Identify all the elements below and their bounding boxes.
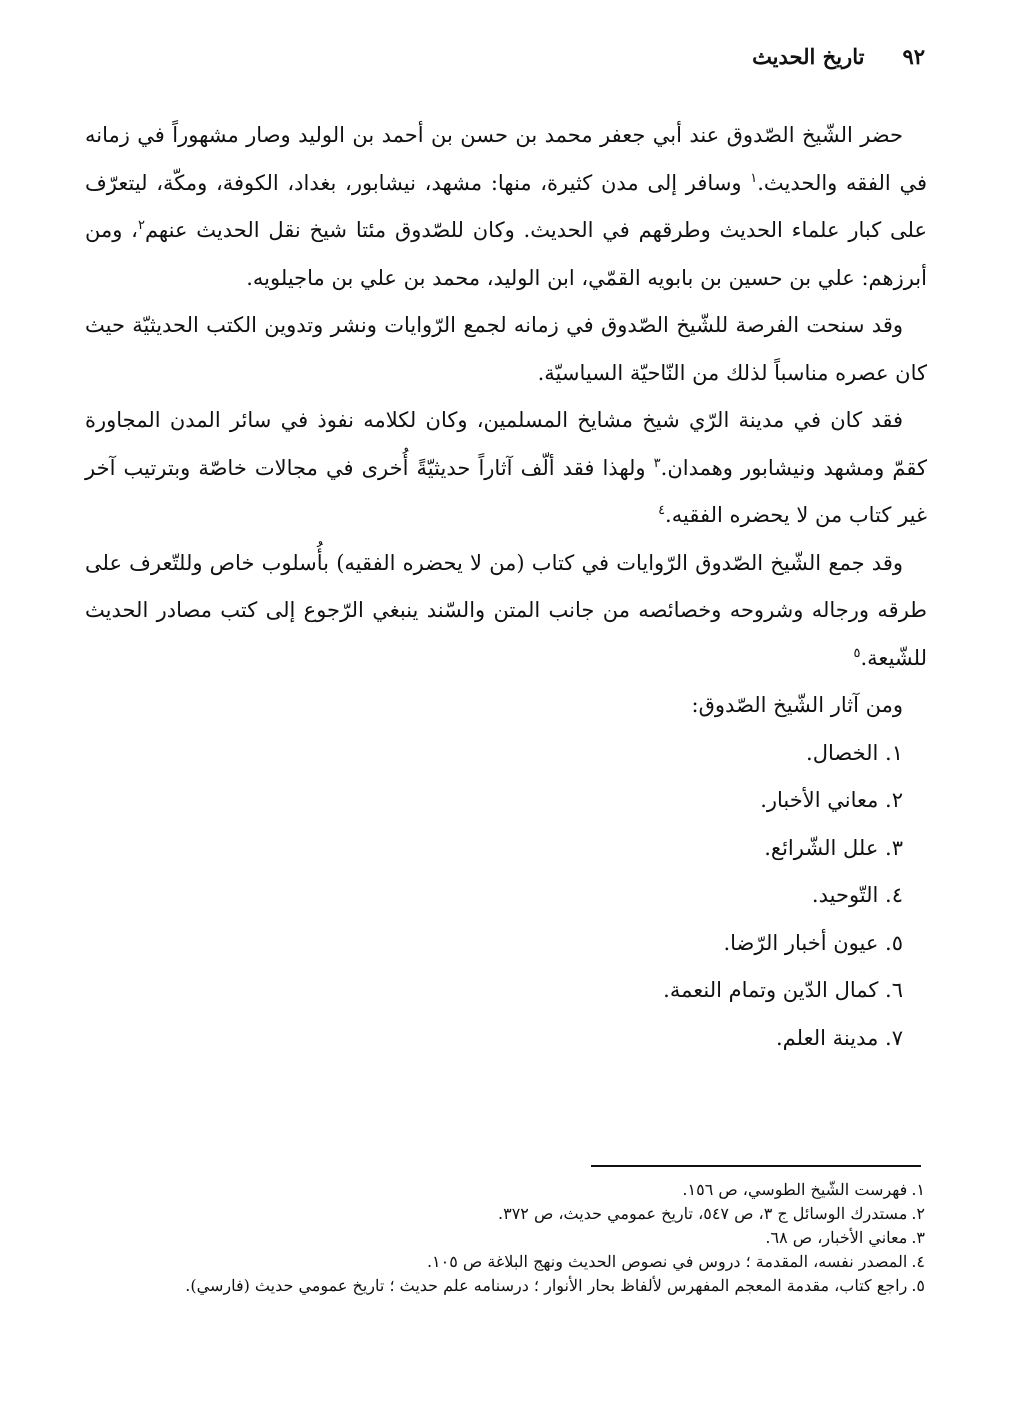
paragraph-text: وسافر إلى مدن كثيرة، منها: مشهد، نيشابور، بغداد، الكوفة، ومكّة، ليتعرّف على كبار علماء الحديث وطرقهم في الحديث. وكان للصّدوق مئتا شيخ نقل الحديث عنهم [85, 170, 927, 242]
footnote-ref: ٥ [853, 645, 861, 661]
page-number: ٩٢ [902, 44, 925, 69]
footnote: ٥.راجع كتاب، مقدمة المعجم المفهرس لألفاظ بحار الأنوار ؛ درسنامه علم حديث ؛ تاريخ عمومي حديث (فارسي). [185, 1276, 925, 1295]
footnote-ref: ٤ [658, 503, 666, 518]
works-intro: ومن آثار الشّيخ الصّدوق: [691, 693, 903, 717]
list-item: ٥. عيون أخبار الرّضا. [723, 930, 903, 955]
works-list [85, 730, 927, 1063]
list-item: ٢. معاني الأخبار. [760, 788, 903, 812]
list-item: ١. الخصال. [806, 740, 903, 765]
paragraph-text: وقد جمع الشّيخ الصّدوق الرّوايات في كتاب (من لا يحضره الفقيه) بأُسلوب خاص وللتّعرف على طرقه ورجاله وشروحه وخصائصه من جانب المتن والسّند ينبغي الرّجوع إلى كتب مصادر الحديث للشّيعة. [85, 550, 927, 670]
footnote-ref: ٢ [137, 218, 145, 233]
footnote-ref: ٣ [653, 455, 661, 471]
running-title: تاريخ الحديث [752, 44, 865, 69]
list-item: ٧. مدينة العلم. [776, 1025, 903, 1050]
paragraph-2: وقد سنحت الفرصة للشّيخ الصّدوق في زمانه لجمع الرّوايات ونشر وتدوين الكتب الحديثيّة حيث كان عصره مناسباً لذلك من النّاحيّة السياسيّة. [85, 313, 927, 385]
footnote-divider [591, 1165, 921, 1167]
footnote-ref: ١ [750, 170, 758, 186]
paragraph-text: فقد كان في مدينة الرّي شيخ مشايخ المسلمين، وكان لكلامه نفوذ في سائر المدن المجاورة كقمّ ومشهد ونيشابور وهمدان. [85, 408, 927, 480]
list-item: ٤. التّوحيد. [811, 883, 903, 907]
page-header [752, 44, 925, 69]
main-text [85, 112, 927, 1062]
footnote: ٤.المصدر نفسه، المقدمة ؛ دروس في نصوص الحديث ونهج البلاغة ص ١٠٥. [426, 1252, 925, 1271]
footnote: ٣.معاني الأخبار، ص ٦٨. [765, 1228, 925, 1247]
footnote: ٢.مستدرك الوسائل ج ٣، ص ٥٤٧، تاريخ عمومي حديث، ص ٣٧٢. [498, 1204, 925, 1223]
paragraph-3 [85, 397, 927, 540]
paragraph-text: حضر الشّيخ الصّدوق عند أبي جعفر محمد بن حسن بن أحمد بن الوليد وصار مشهوراً في زمانه في الفقه والحديث. [85, 123, 927, 195]
footnote: ١.فهرست الشّيخ الطوسي، ص ١٥٦. [682, 1180, 925, 1199]
paragraph-1 [85, 112, 927, 302]
paragraph-4 [85, 540, 927, 683]
list-item: ٣. علل الشّرائع. [764, 835, 903, 860]
list-item: ٦. كمال الدّين وتمام النعمة. [663, 978, 903, 1002]
paragraph-text: ، ومن أبرزهم: علي بن حسين بن بابويه القمّي، ابن الوليد، محمد بن علي بن ماجيلويه. [85, 218, 927, 290]
paragraph-text: ولهذا فقد ألّف آثاراً حديثيّةً أُخرى في مجالات خاصّة وبترتيب آخر غير كتاب من لا يحضره الفقيه. [85, 455, 927, 527]
footnotes [89, 1178, 925, 1298]
